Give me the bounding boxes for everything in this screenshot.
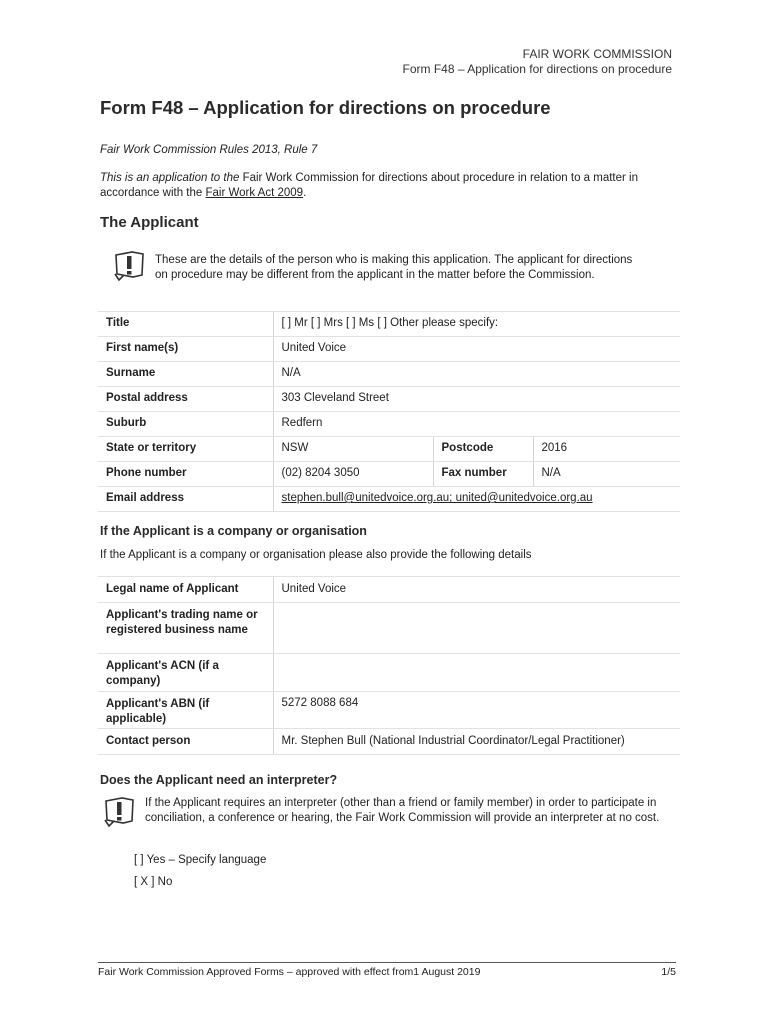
table-row bbox=[98, 487, 680, 512]
title-label: Title bbox=[98, 312, 273, 337]
fax-value[interactable]: N/A bbox=[533, 462, 680, 487]
postcode-value[interactable]: 2016 bbox=[533, 437, 680, 462]
table-row bbox=[98, 577, 680, 603]
surname-label: Surname bbox=[98, 362, 273, 387]
acn-value[interactable] bbox=[273, 654, 680, 692]
company-heading: If the Applicant is a company or organisation bbox=[100, 524, 367, 538]
state-value[interactable]: NSW bbox=[273, 437, 433, 462]
acn-label: Applicant's ACN (if a company) bbox=[98, 654, 273, 692]
page-header bbox=[403, 47, 672, 77]
legal-name-value[interactable]: United Voice bbox=[273, 577, 680, 603]
phone-label: Phone number bbox=[98, 462, 273, 487]
alert-note-icon bbox=[102, 795, 136, 829]
suburb-label: Suburb bbox=[98, 412, 273, 437]
email-value[interactable]: stephen.bull@unitedvoice.org.au; united@unitedvoice.org.au bbox=[273, 487, 680, 512]
interpreter-no-option[interactable]: [ X ] No bbox=[134, 876, 173, 888]
intro-italic: This is an application to the bbox=[100, 172, 240, 184]
suburb-value[interactable]: Redfern bbox=[273, 412, 680, 437]
first-name-value[interactable]: United Voice bbox=[273, 337, 680, 362]
intro-end: . bbox=[303, 187, 307, 199]
legal-name-label: Legal name of Applicant bbox=[98, 577, 273, 603]
table-row bbox=[98, 387, 680, 412]
table-row bbox=[98, 462, 680, 487]
table-row bbox=[98, 337, 680, 362]
footer-text: Fair Work Commission Approved Forms – approved with effect from1 August 2019 bbox=[98, 966, 481, 978]
contact-person-label: Contact person bbox=[98, 729, 273, 755]
table-row bbox=[98, 692, 680, 729]
table-row bbox=[98, 362, 680, 387]
header-form-ref: Form F48 – Application for directions on procedure bbox=[402, 62, 672, 76]
phone-value[interactable]: (02) 8204 3050 bbox=[273, 462, 433, 487]
applicant-note: These are the details of the person who is making this application. The applicant for directions on procedure may be different from the applicant in the matter before the Commission. bbox=[155, 254, 633, 281]
page-footer bbox=[98, 962, 676, 978]
table-row bbox=[98, 412, 680, 437]
postal-address-label: Postal address bbox=[98, 387, 273, 412]
page-number: 1/5 bbox=[661, 966, 676, 978]
intro-paragraph bbox=[100, 171, 660, 201]
page-title: Form F48 – Application for directions on procedure bbox=[100, 97, 551, 118]
table-row bbox=[98, 437, 680, 462]
postal-address-value[interactable]: 303 Cleveland Street bbox=[273, 387, 680, 412]
trading-name-value[interactable] bbox=[273, 603, 680, 654]
interpreter-yes-option[interactable]: [ ] Yes – Specify language bbox=[134, 854, 267, 866]
company-instructions: If the Applicant is a company or organisation please also provide the following details bbox=[100, 549, 532, 561]
abn-value[interactable]: 5272 8088 684 bbox=[273, 692, 680, 729]
interpreter-note: If the Applicant requires an interpreter (other than a friend or family member) in order to participate in conciliation, a conference or hearing, the Fair Work Commission will provide an interpreter at no cost. bbox=[145, 797, 660, 824]
title-value[interactable]: [ ] Mr [ ] Mrs [ ] Ms [ ] Other please specify: bbox=[273, 312, 680, 337]
fair-work-act-link[interactable]: Fair Work Act 2009 bbox=[205, 187, 304, 199]
table-row bbox=[98, 729, 680, 755]
intro-text: Fair Work Commission for directions about procedure in relation to a matter in accordance with the bbox=[100, 172, 638, 199]
table-row bbox=[98, 312, 680, 337]
alert-note-icon bbox=[112, 249, 146, 283]
first-name-label: First name(s) bbox=[98, 337, 273, 362]
surname-value[interactable]: N/A bbox=[273, 362, 680, 387]
table-row bbox=[98, 654, 680, 692]
postcode-label: Postcode bbox=[433, 437, 533, 462]
interpreter-heading: Does the Applicant need an interpreter? bbox=[100, 773, 338, 787]
header-org: FAIR WORK COMMISSION bbox=[522, 47, 672, 61]
contact-person-value[interactable]: Mr. Stephen Bull (National Industrial Coordinator/Legal Practitioner) bbox=[273, 729, 680, 755]
trading-name-label: Applicant's trading name or registered business name bbox=[98, 603, 273, 654]
table-row bbox=[98, 603, 680, 654]
fax-label: Fax number bbox=[433, 462, 533, 487]
rules-reference: Fair Work Commission Rules 2013, Rule 7 bbox=[100, 144, 318, 156]
abn-label: Applicant's ABN (if applicable) bbox=[98, 692, 273, 729]
email-label: Email address bbox=[98, 487, 273, 512]
applicant-table bbox=[98, 311, 680, 512]
applicant-heading: The Applicant bbox=[100, 214, 199, 231]
company-table bbox=[98, 576, 680, 755]
state-label: State or territory bbox=[98, 437, 273, 462]
